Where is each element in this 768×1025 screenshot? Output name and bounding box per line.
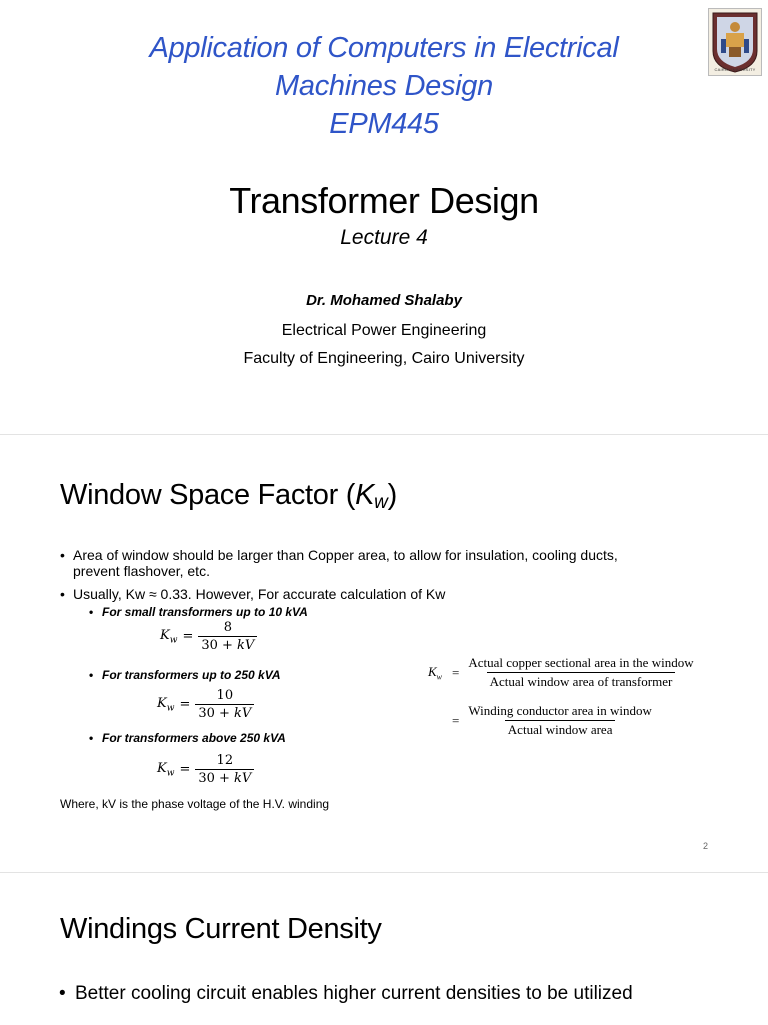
footnote: Where, kV is the phase voltage of the H.V. winding (60, 797, 330, 811)
case-medium-transformers (89, 668, 281, 682)
fraction (195, 753, 254, 786)
numerator: 8 (223, 620, 232, 635)
bullet-window-area (60, 547, 753, 579)
sub-bullet-dot-icon: • (89, 731, 94, 745)
kw-formula-small (160, 620, 257, 653)
sub-bullet-dot-icon: • (89, 668, 94, 682)
current-density-slide (0, 872, 768, 1025)
course-title-line2: Machines Design (275, 70, 493, 102)
numerator: 10 (216, 688, 234, 703)
k-letter: K (157, 760, 167, 776)
fraction (198, 620, 257, 653)
bullet-text: Usually, Kw ≈ 0.33. However, For accurate calculation of Kw (73, 586, 446, 602)
denominator: Actual window area of transformer (487, 672, 676, 690)
den-variable: kV (237, 638, 255, 653)
numerator: 12 (216, 753, 234, 768)
definition-fraction (465, 703, 655, 738)
slide-title: Windings Current Density (60, 913, 382, 945)
course-code: EPM445 (329, 108, 439, 140)
k-letter: K (157, 695, 167, 711)
equals-sign: = (179, 697, 191, 712)
denominator: Actual window area (505, 720, 616, 738)
bullet-usual-kw (60, 586, 446, 602)
cairo-university-logo (708, 8, 762, 76)
university-seal-icon (709, 9, 761, 75)
formula-lhs (160, 628, 177, 646)
den-constant: 30 + (198, 706, 235, 721)
kw-symbol (355, 479, 387, 511)
numerator: Winding conductor area in window (468, 703, 652, 718)
k-letter: K (160, 627, 170, 643)
case-label: For transformers above 250 kVA (102, 731, 286, 745)
k-letter: K (428, 663, 437, 679)
definition-fraction (465, 655, 696, 690)
author-name: Dr. Mohamed Shalaby (306, 292, 462, 309)
denominator (195, 704, 254, 721)
case-label: For transformers up to 250 kVA (102, 668, 281, 682)
formula-lhs (157, 696, 174, 714)
k-subscript: w (166, 703, 175, 714)
title-close-paren: ) (387, 479, 397, 511)
lecture-number: Lecture 4 (340, 226, 428, 249)
equals-sign: = (452, 712, 460, 728)
kw-formula-large (157, 753, 254, 786)
den-variable: kV (234, 771, 252, 786)
den-variable: kV (234, 706, 252, 721)
window-space-factor-slide (0, 434, 768, 865)
bullet-text-line1: Area of window should be larger than Copper area, to allow for insulation, cooling ducts, (73, 547, 618, 563)
kw-letter: K (355, 479, 375, 511)
page-number: 2 (703, 841, 709, 851)
logo-caption: CAIRO UNIVERSITY (714, 67, 756, 72)
bullet-dot-icon: • (60, 547, 65, 563)
course-title-line1: Application of Computers in Electrical (149, 32, 619, 64)
bullet-dot-icon: • (59, 983, 66, 1004)
title-text: Window Space Factor ( (60, 479, 356, 511)
faculty: Faculty of Engineering, Cairo University (243, 350, 525, 367)
equals-sign: = (452, 664, 460, 680)
k-subscript: w (166, 768, 175, 779)
case-large-transformers (89, 731, 286, 745)
denominator (198, 636, 257, 653)
fraction (195, 688, 254, 721)
bullet-cooling (59, 983, 633, 1005)
k-subscript: w (169, 635, 178, 646)
slide-title (60, 479, 397, 514)
bullet-text-line2: prevent flashover, etc. (73, 563, 210, 579)
equals-sign: = (182, 629, 194, 644)
formula-lhs (157, 761, 174, 779)
case-label: For small transformers up to 10 kVA (102, 605, 308, 619)
sub-bullet-dot-icon: • (89, 605, 94, 619)
kw-formula-medium (157, 688, 254, 721)
definition-lhs (428, 664, 450, 682)
bullet-text: Better cooling circuit enables higher current densities to be utilized (75, 983, 633, 1004)
den-constant: 30 + (198, 771, 235, 786)
case-small-transformers (89, 605, 308, 619)
kw-subscript: w (374, 492, 388, 513)
numerator: Actual copper sectional area in the window (468, 655, 694, 670)
denominator (195, 769, 254, 786)
kw-definition-1 (428, 655, 697, 690)
lecture-title: Transformer Design (229, 180, 539, 221)
kw-definition-2 (450, 703, 655, 738)
title-slide (0, 0, 768, 420)
k-subscript: w (436, 672, 443, 682)
bullet-dot-icon: • (60, 586, 65, 602)
department: Electrical Power Engineering (281, 322, 487, 339)
den-constant: 30 + (201, 638, 238, 653)
equals-sign: = (179, 762, 191, 777)
